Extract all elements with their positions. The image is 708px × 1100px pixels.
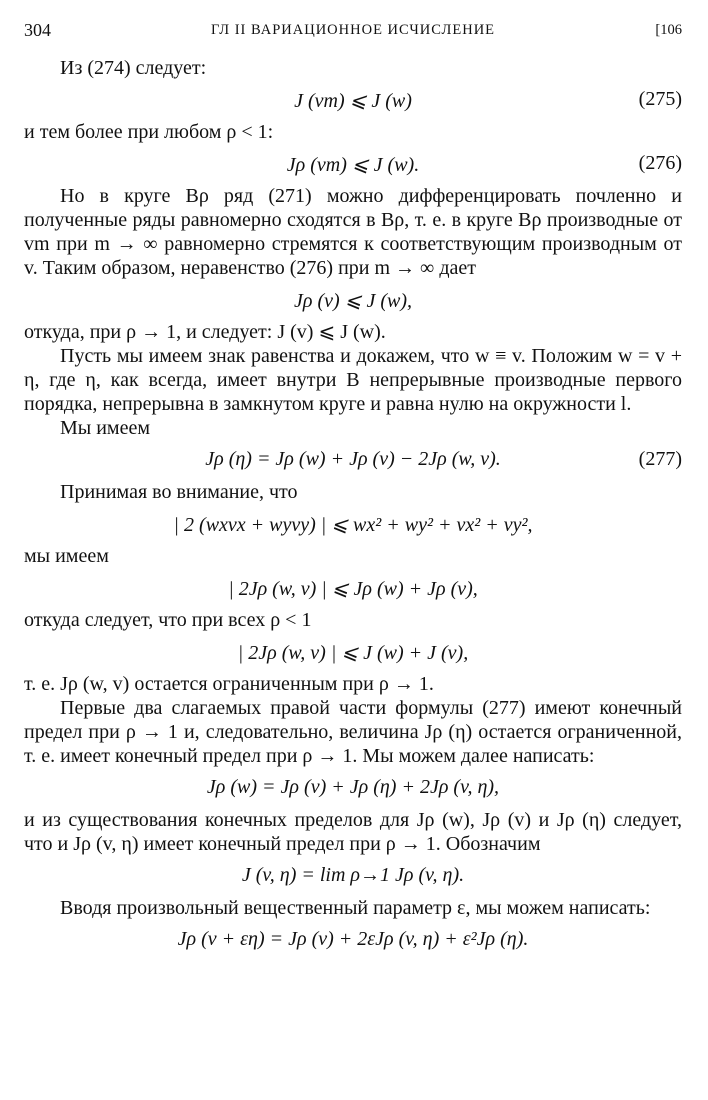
paragraph: Но в круге Bρ ряд (271) можно дифференцировать почленно и полученные ряды равномерно сходятся в Bρ, т. е. в круге Bρ производные от vm при m → ∞ равномерно стремятся к соответствующим производным от v. Таким образом, неравенство (276) при m → ∞ дает — [24, 185, 682, 279]
equation-formula: Jρ (w) = Jρ (v) + Jρ (η) + 2Jρ (v, η), — [206, 776, 500, 798]
paragraph: и тем более при любом ρ < 1: — [24, 121, 274, 143]
paragraph: откуда, при ρ → 1, и следует: J (v) ⩽ J (w). — [24, 321, 386, 343]
equation-formula: | 2Jρ (w, v) | ⩽ J (w) + J (v), — [237, 642, 469, 664]
paragraph: откуда следует, что при всех ρ < 1 — [24, 609, 312, 631]
page-body — [24, 56, 682, 960]
paragraph: Мы имеем — [60, 417, 150, 439]
equation-formula: Jρ (vm) ⩽ J (w). — [286, 154, 420, 176]
paragraph: Первые два слагаемых правой части формулы (277) имеют конечный предел при ρ → 1 и, следовательно, величина Jρ (η) остается ограниченной, т. е. имеет конечный предел при ρ → 1. Мы можем далее написать: — [24, 697, 682, 767]
equation — [24, 568, 682, 608]
paragraph: т. е. Jρ (w, v) остается ограниченным при ρ → 1. — [24, 673, 434, 695]
equation-number: (275) — [638, 88, 682, 110]
paragraph: Принимая во внимание, что — [60, 481, 298, 503]
equation-formula: | 2Jρ (w, v) | ⩽ Jρ (w) + Jρ (v), — [228, 578, 478, 600]
equation-formula: Jρ (v) ⩽ J (w), — [294, 290, 412, 312]
equation-formula: Jρ (v + εη) = Jρ (v) + 2εJρ (v, η) + ε²Jρ (η). — [177, 928, 529, 950]
section-number: [106 — [655, 22, 682, 38]
equation — [24, 632, 682, 672]
paragraph: Вводя произвольный вещественный параметр ε, мы можем написать: — [60, 897, 651, 919]
equation — [24, 920, 682, 960]
equation-formula: Jρ (η) = Jρ (w) + Jρ (v) − 2Jρ (w, v). — [205, 448, 501, 470]
paragraph: Из (274) следует: — [60, 57, 207, 79]
paragraph: мы имеем — [24, 545, 109, 567]
equation — [24, 144, 682, 184]
equation — [24, 504, 682, 544]
paragraph: и из существования конечных пределов для Jρ (w), Jρ (v) и Jρ (η) следует, что и Jρ (v, η) имеет конечный предел при ρ → 1. Обозначим — [24, 809, 682, 855]
equation — [24, 856, 682, 896]
equation — [24, 280, 682, 320]
equation-formula: | 2 (wxvx + wyvy) | ⩽ wx² + wy² + vx² + vy², — [173, 514, 533, 536]
equation — [24, 80, 682, 120]
page-number: 304 — [24, 20, 51, 40]
equation-number: (277) — [638, 448, 682, 470]
paragraph: Пусть мы имеем знак равенства и докажем, что w ≡ v. Положим w = v + η, где η, как всегда, имеет внутри B непрерывные производные первого порядка, непрерывна в замкнутом круге и равна нулю на окружности l. — [24, 345, 682, 415]
page-header — [24, 20, 682, 46]
equation-formula: J (v, η) = lim ρ→1 Jρ (v, η). — [241, 864, 465, 886]
equation-formula: J (vm) ⩽ J (w) — [294, 90, 412, 112]
chapter-title: ГЛ II ВАРИАЦИОННОЕ ИСЧИСЛЕНИЕ — [210, 22, 496, 38]
equation — [24, 440, 682, 480]
equation — [24, 768, 682, 808]
equation-number: (276) — [638, 152, 682, 174]
